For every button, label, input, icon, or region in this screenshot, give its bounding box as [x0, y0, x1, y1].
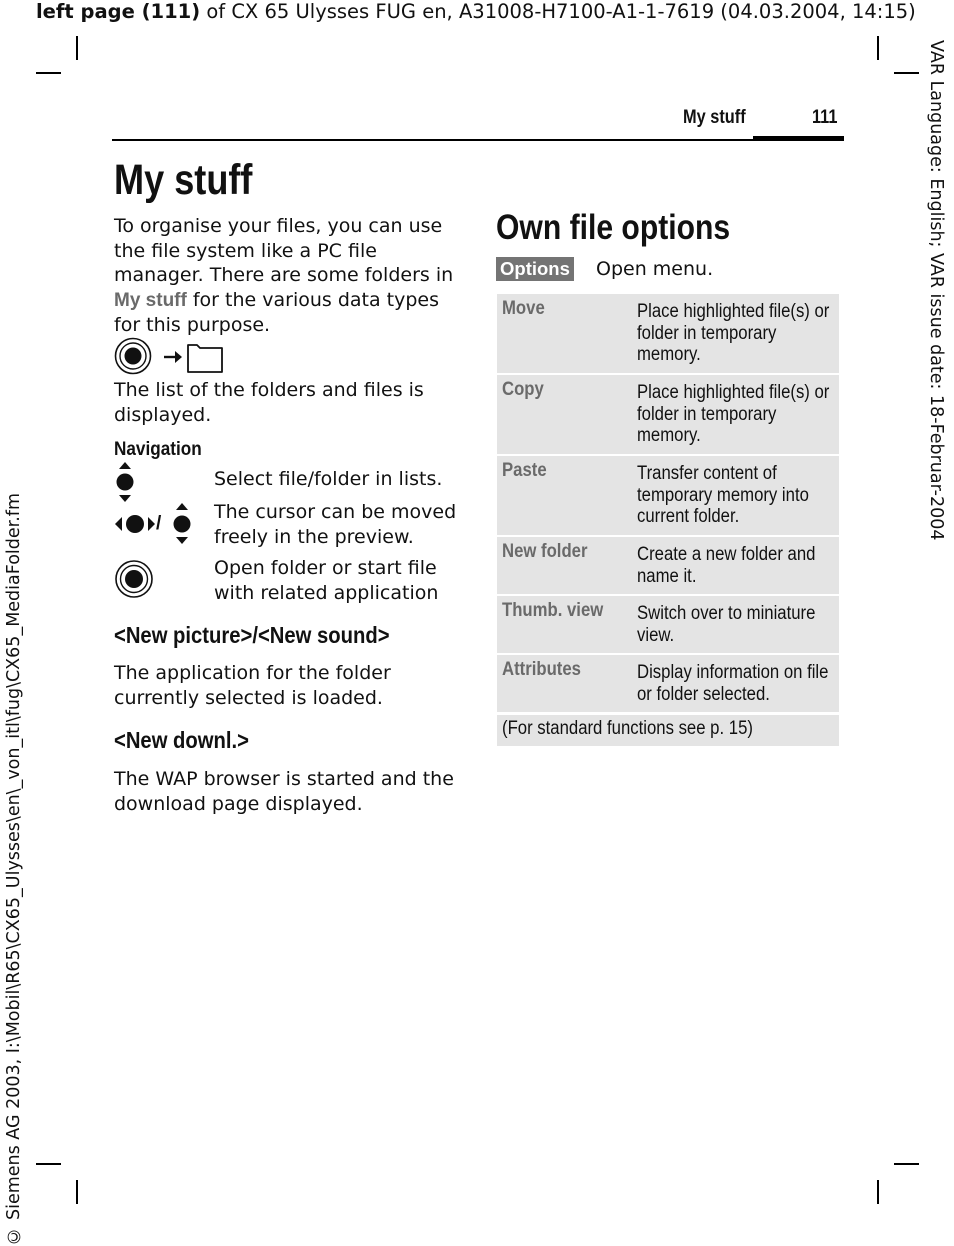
nav-icon-center-press: [114, 559, 154, 599]
option-desc: Display information on file or folder selected.: [637, 662, 829, 705]
side-file-path: [2, 493, 28, 1246]
options-softkey[interactable]: Options: [496, 257, 574, 281]
crop-mark: [76, 36, 78, 60]
option-row-paste[interactable]: [497, 456, 839, 535]
crop-mark: [894, 1163, 919, 1165]
intro-text-before: To organise your files, you can use the file system like a PC file manager. There are some folders in: [114, 215, 454, 286]
option-name: Move: [502, 298, 545, 319]
option-row-move[interactable]: [497, 294, 839, 373]
option-row-thumb-view[interactable]: [497, 596, 839, 653]
joystick-center-press-icon: [114, 559, 154, 599]
options-softkey-desc: Open menu.: [596, 258, 714, 280]
nav-icon-up-down: [114, 461, 136, 503]
option-desc: Place highlighted file(s) or folder in temporary memory.: [637, 382, 830, 446]
running-header-title: My stuff: [683, 107, 746, 128]
intro-text-after: for the various data types for this purpose.: [114, 288, 440, 336]
option-desc: Transfer content of temporary memory into current folder.: [637, 463, 809, 527]
new-downl-heading: <New downl.>: [114, 727, 249, 753]
option-desc: Place highlighted file(s) or folder in temporary memory.: [637, 301, 830, 365]
option-desc: Switch over to miniature view.: [637, 603, 816, 646]
folder-icon: [188, 345, 222, 372]
nav-desc-select: Select file/folder in lists.: [214, 468, 443, 490]
print-meta-bold: left page (111): [36, 0, 201, 23]
page-number: 111: [812, 107, 838, 128]
crop-mark: [894, 72, 919, 74]
intro-paragraph: [114, 214, 459, 338]
option-name: Thumb. view: [502, 600, 604, 621]
crop-mark: [877, 36, 879, 60]
nav-desc-open: Open folder or start file with related application: [214, 557, 439, 604]
crop-mark: [877, 1180, 879, 1204]
crop-mark: [36, 1163, 61, 1165]
option-name: Copy: [502, 379, 544, 400]
side-var-info: [924, 40, 950, 541]
option-name: New folder: [502, 541, 588, 562]
options-footer-text: (For standard functions see p. 15): [502, 718, 753, 739]
option-desc: Create a new folder and name it.: [637, 544, 816, 587]
nav-separator: /: [156, 513, 162, 534]
header-rule: [112, 139, 844, 141]
crop-mark: [76, 1180, 78, 1204]
arrow-right-icon: [164, 351, 182, 363]
option-row-new-folder[interactable]: [497, 537, 839, 594]
new-picture-heading: <New picture>/<New sound>: [114, 622, 390, 648]
nav-icon-four-way: [114, 502, 196, 546]
key-sequence: [114, 337, 226, 375]
crop-mark: [36, 72, 61, 74]
navigation-heading: Navigation: [114, 438, 202, 460]
side-path-text: © Siemens AG 2003, I:\Mobil\R65\CX65_Ulysses\en\_von_itl\fug\CX65_MediaFolder.fm: [4, 493, 24, 1246]
joystick-four-way-icon: [114, 502, 196, 546]
print-meta-line: [36, 0, 916, 23]
key-sequence-graphic: [114, 337, 226, 375]
nav-desc-cursor: The cursor can be moved freely in the preview.: [214, 501, 457, 548]
print-meta-rest: of CX 65 Ulysses FUG en, A31008-H7100-A1-1-7619 (04.03.2004, 14:15): [200, 0, 916, 23]
side-var-text: VAR Language: English; VAR issue date: 18-Februar-2004: [926, 40, 946, 541]
menu-word-my-stuff: My stuff: [114, 289, 187, 311]
option-name: Attributes: [502, 659, 581, 680]
joystick-up-down-icon: [114, 461, 136, 503]
new-picture-text: The application for the folder currently selected is loaded.: [114, 662, 391, 709]
header-rule-accent: [753, 136, 844, 141]
option-name: Paste: [502, 460, 547, 481]
own-file-options-heading: Own file options: [496, 208, 731, 247]
new-downl-text: The WAP browser is started and the download page displayed.: [114, 768, 454, 815]
options-footer-row: [497, 715, 839, 746]
option-row-copy[interactable]: [497, 375, 839, 454]
joystick-center-press-icon: [116, 339, 151, 374]
option-row-attributes[interactable]: [497, 655, 839, 712]
list-displayed-text: The list of the folders and files is displayed.: [114, 379, 424, 426]
page-title: My stuff: [114, 156, 253, 204]
